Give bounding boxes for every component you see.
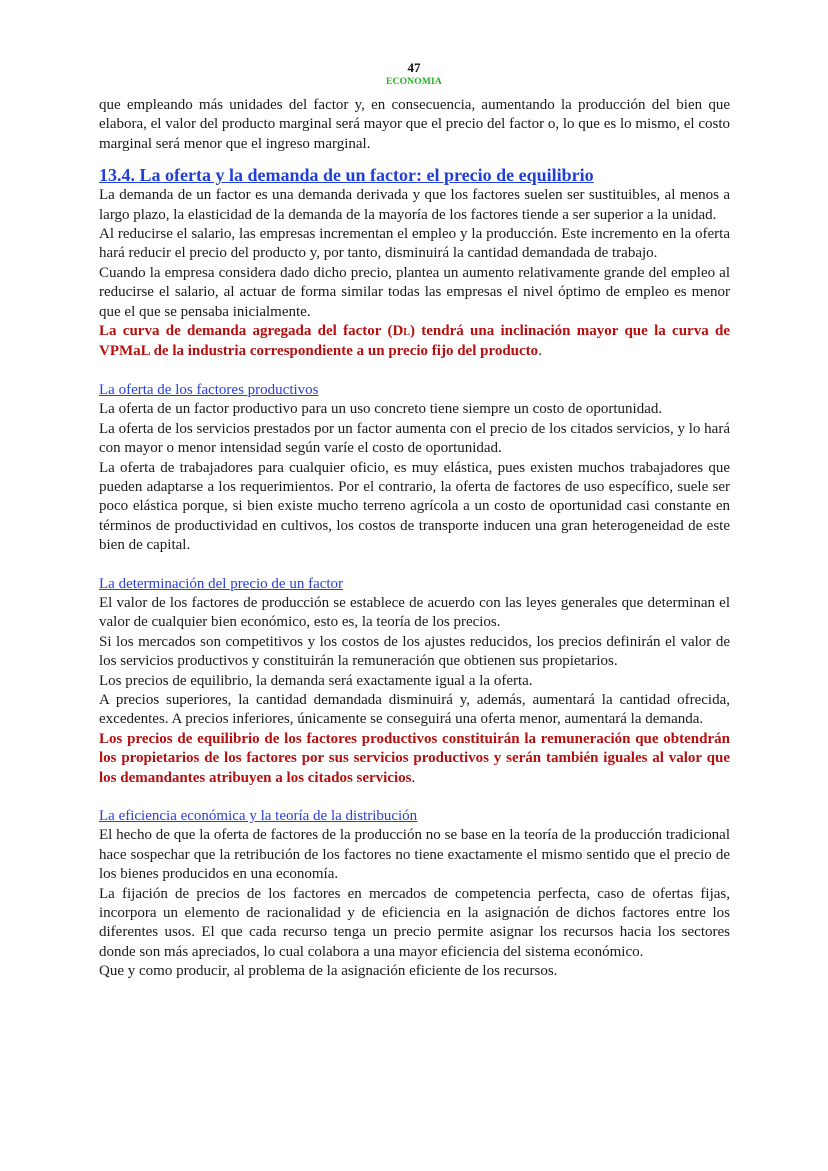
section-paragraph-2: Al reducirse el salario, las empresas incrementan el empleo y la producción. Este incremento en la oferta hará reducir el precio del producto y, por tanto, disminuirá la cantidad demandada de trabajo. bbox=[99, 226, 730, 262]
section-paragraph-3: Cuando la empresa considera dado dicho precio, plantea un aumento relativamente grande del empleo al reducirse el salario, al actuar de forma similar todas las empresas el nivel óptimo de empleo es menor que el que se pensaba inicialmente. bbox=[99, 264, 730, 320]
efficiency-paragraph-3: Que y como producir, al problema de la asignación eficiente de los recursos. bbox=[99, 963, 558, 980]
supply-paragraph-1: La oferta de un factor productivo para un uso concreto tiene siempre un costo de oportunidad. bbox=[99, 401, 663, 418]
price-heading: La determinación del precio de un factor bbox=[99, 575, 344, 592]
efficiency-paragraph-1: El hecho de que la oferta de factores de la producción no se base en la teoría de la producción tradicional hace sospechar que la retribución de los factores no tiene exactamente el mismo sentido que el precio de los bienes producidos en una economía. bbox=[99, 827, 730, 883]
price-emphasis-period: . bbox=[411, 769, 416, 786]
intro-paragraph: que empleando más unidades del factor y, en consecuencia, aumentando la producción del bien que elabora, el valor del producto marginal será mayor que el precio del factor o, lo que es lo mismo, el costo marginal será menor que el ingreso marginal. bbox=[99, 97, 730, 152]
price-paragraph-2: Si los mercados son competitivos y los costos de los ajustes reducidos, los precios definirán el valor de los servicios productivos y constituirán la remuneración que obtienen sus propietarios. bbox=[99, 633, 730, 670]
page-content bbox=[99, 96, 730, 982]
efficiency-paragraph-2: La fijación de precios de los factores en mercados de competencia perfecta, caso de ofertas fijas, incorpora un elemento de racionalidad y de eficiencia en la asignación de dichos factores entre los diferentes usos. El que cada recurso tenga un precio permite asignar los recursos hacia los sectores donde son más apreciados, lo cual colabora a una mayor eficiencia del sistema económico. bbox=[99, 885, 730, 960]
section-paragraph-1: La demanda de un factor es una demanda derivada y que los factores suelen ser sustituibles, al menos a largo plazo, la elasticidad de la demanda de la mayoría de los factores tiende a ser superior a la unidad. bbox=[99, 187, 730, 223]
section-emphasis-text-a: La curva de demanda agregada del factor (D bbox=[99, 323, 404, 340]
price-paragraph-1: El valor de los factores de producción se establece de acuerdo con las leyes generales que determinan el valor de cualquier bien económico, esto es, la teoría de los precios. bbox=[99, 594, 730, 631]
price-emphasis bbox=[99, 730, 730, 788]
price-paragraph-3: Los precios de equilibrio, la demanda será exactamente igual a la oferta. bbox=[99, 672, 533, 689]
section-emphasis bbox=[99, 322, 730, 362]
section-emphasis-period: . bbox=[538, 343, 542, 360]
page-header bbox=[0, 0, 828, 89]
supply-paragraph-3: La oferta de trabajadores para cualquier oficio, es muy elástica, pues existen muchos trabajadores que pueden adaptarse a los requerimientos. Por el contrario, la oferta de factores de uso específico, suele ser poco elástica porque, si bien existe mucho terreno agrícola a un costo de oportunidad casi constante en términos de productividad en cultivos, los costos de transporte inducen una gran heterogeneidad de este bien de capital. bbox=[99, 459, 730, 554]
supply-paragraph-2: La oferta de los servicios prestados por un factor aumenta con el precio de los citados servicios, y lo hará con mayor o menor intensidad según varíe el costo de oportunidad. bbox=[99, 420, 730, 457]
supply-heading: La oferta de los factores productivos bbox=[99, 381, 319, 398]
price-emphasis-text: Los precios de equilibrio de los factores productivos constituirán la remuneración que obtendrán los propietarios de los factores por sus servicios productivos y serán también iguales al valor que los demandantes atribuyen a los citados servicios bbox=[99, 730, 730, 786]
section-heading: 13.4. La oferta y la demanda de un factor: el precio de equilibrio bbox=[99, 165, 594, 186]
running-title: ECONOMIA bbox=[386, 77, 442, 87]
section-emphasis-subscript: L bbox=[403, 327, 410, 339]
section-emphasis-text-b: ) tendrá una inclinación mayor que la curva de VPMaL de la industria correspondiente a un precio fijo del producto bbox=[99, 323, 730, 360]
efficiency-heading: La eficiencia económica y la teoría de la distribución bbox=[99, 808, 418, 824]
page-number: 47 bbox=[407, 60, 421, 75]
price-paragraph-4: A precios superiores, la cantidad demandada disminuirá y, además, aumentará la cantidad ofrecida, excedentes. A precios inferiores, únicamente se conseguirá una oferta menor, aumentará la demanda. bbox=[99, 691, 730, 728]
